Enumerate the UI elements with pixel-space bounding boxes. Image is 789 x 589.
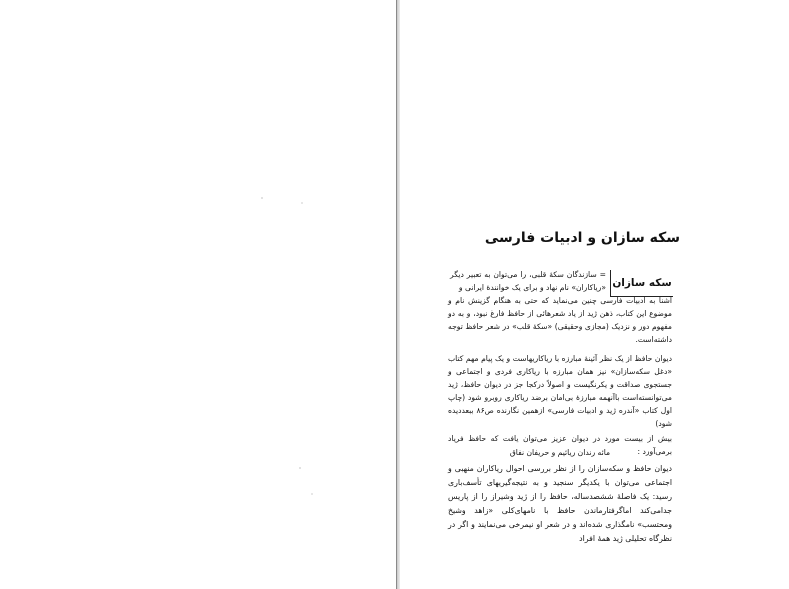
paragraph-intro: = سازندگان سکهٔ قلبی، را می‌توان به تعبیر دیگر «ریاکاران» نام نهاد و برای یک خوانندهٔ ایرانی و [450, 270, 606, 292]
paragraph-persian-literature: آشنا به ادبیات فارسی چنین می‌نماید که حتی به هنگام گزینش نام و موضوع این کتاب، ذهن ژید از یاد شعرهائی از حافظ فارغ نبود، و به دو مفهوم دور و نزدیک (مجازی وحقیقی) «سکهٔ قلب» در شعر حافظ توجه داشته‌است. [448, 296, 672, 344]
side-heading: سکه سازان [610, 270, 673, 297]
verse-quote: مائه رندان ریائیم و حریفان نفاق [509, 448, 611, 457]
paragraph-twenty-cases: بیش از بیست مورد در دیوان عزیز می‌توان یافت که حافظ فریاد برمی‌آورد : [448, 434, 672, 456]
chapter-title: سکه سازان و ادبیات فارسی [484, 230, 680, 246]
paragraph-comparison: دیوان حافظ و سکه‌سازان را از نظر بررسی احوال ریاکاران منهبی و اجتماعی می‌توان با یکدیگر سنجید و به نتیجه‌گیریهای تأسف‌باری رسید: یک فاصلهٔ ششصدساله، حافظ را از ژید وشیراز را از پاریس جدامی‌کند اماگرفتارماندن حافظ با نامهای‌کلی «زاهد وشیخ ومحتسب» نامگذاری شده‌اند و در شعر او نیمرخی می‌نمایند و اگر در نظرگاه تحلیلی ژید همهٔ افراد [448, 464, 672, 543]
paragraph-hafez-divan: دیوان حافظ از یک نظر آئینهٔ مبارزه با ریاکاریهاست و یک پیام مهم کتاب «دغل سکه‌سازان» نیز همان مبارزه با ریاکاری فردی و اجتماعی و جستجوی صداقت و یکرنگیست و اصولاً درکجا جز در دیوان حافظ، ژید می‌توانسته‌است باآنهمه مبارزهٔ بی‌امان برضد ریاکاری روبرو شود (چاپ اول کتاب «آندره ژید و ادبیات فارسی» ازهمین نگارنده ص۸۶ ببعددیده شود) [448, 354, 672, 428]
